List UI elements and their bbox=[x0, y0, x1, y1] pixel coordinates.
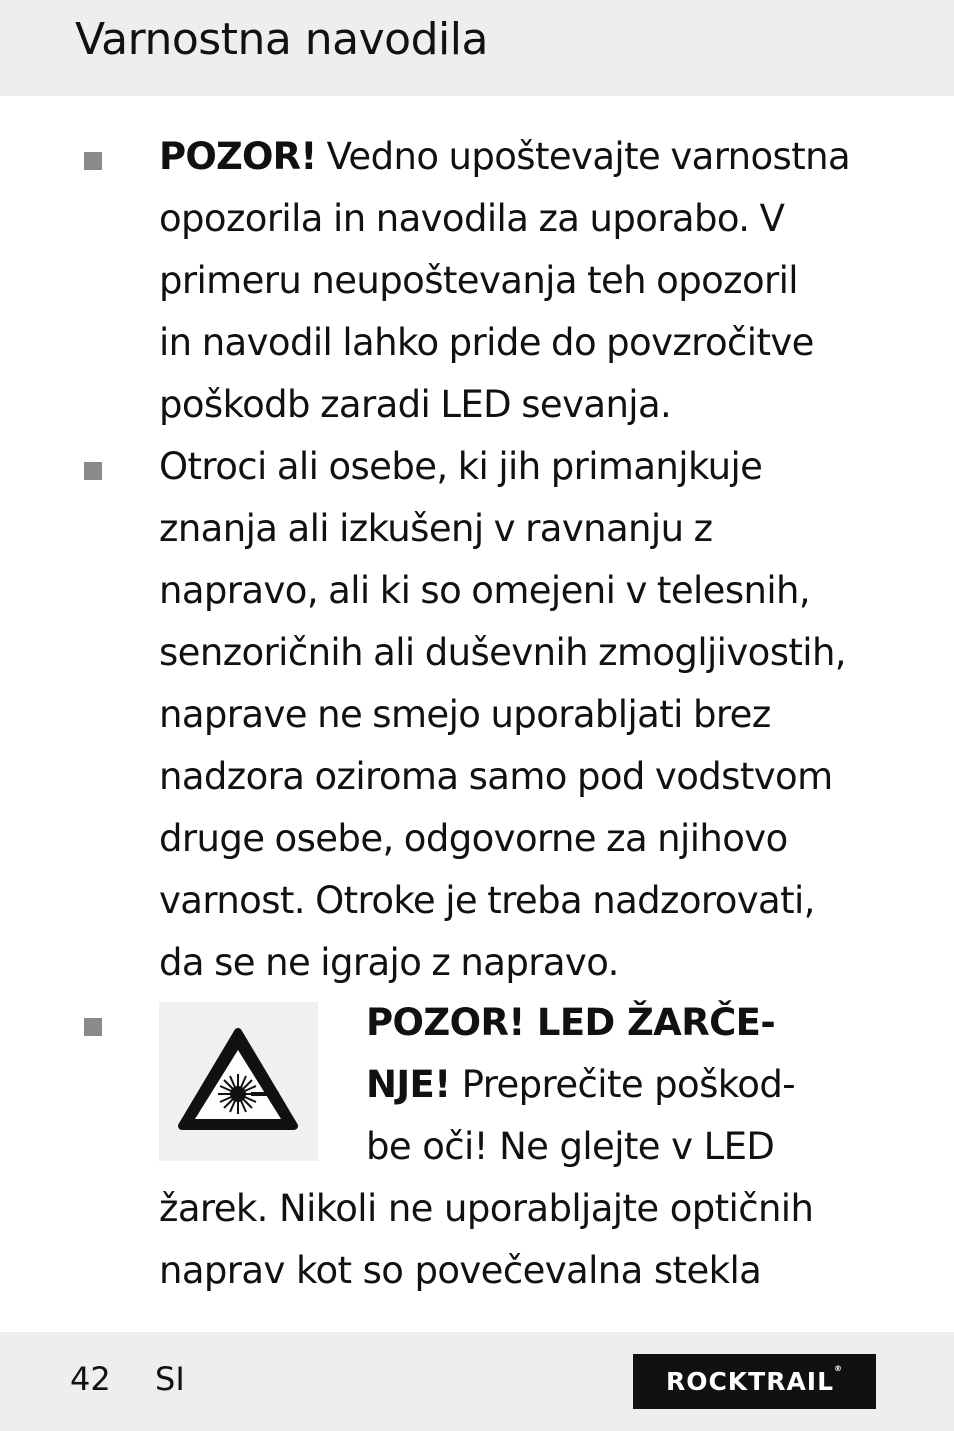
page-content bbox=[0, 96, 954, 1332]
text-line: naprav kot so povečevalna stekla bbox=[159, 1249, 762, 1292]
text-line: žarek. Nikoli ne uporabljajte optičnih bbox=[159, 1187, 814, 1230]
bullet-square-icon bbox=[84, 1018, 102, 1036]
text-line: primeru neupoštevanja teh opozoril bbox=[159, 259, 798, 302]
text-line: varnost. Otroke je treba nadzorovati, bbox=[159, 879, 815, 922]
text-line: POZOR! LED ŽARČE- bbox=[366, 1001, 776, 1044]
text-line: Otroci ali osebe, ki jih primanjkuje bbox=[159, 445, 763, 488]
text-line: da se ne igrajo z napravo. bbox=[159, 941, 619, 984]
registered-mark: ® bbox=[834, 1364, 844, 1373]
page-header bbox=[0, 0, 954, 96]
text-line: POZOR! Vedno upoštevajte varnostna bbox=[159, 135, 851, 178]
brand-name: ROCKTRAIL bbox=[665, 1367, 835, 1396]
brand-logo bbox=[633, 1354, 876, 1409]
text-line: senzoričnih ali duševnih zmogljivostih, bbox=[159, 631, 846, 674]
children-safety-paragraph bbox=[159, 436, 889, 994]
text-line: in navodil lahko pride do povzročitve bbox=[159, 321, 814, 364]
page-footer bbox=[0, 1332, 954, 1431]
bullet-square-icon bbox=[84, 462, 102, 480]
laser-warning-icon bbox=[159, 1002, 318, 1161]
text-line: poškodb zaradi LED sevanja. bbox=[159, 383, 672, 426]
text-line: naprave ne smejo uporabljati brez bbox=[159, 693, 771, 736]
led-warning-heading bbox=[366, 992, 886, 1178]
language-code: SI bbox=[155, 1360, 185, 1398]
page-number: 42 bbox=[70, 1360, 111, 1398]
text-line: opozorila in navodila za uporabo. V bbox=[159, 197, 785, 240]
text-line: napravo, ali ki so omejeni v telesnih, bbox=[159, 569, 811, 612]
bullet-square-icon bbox=[84, 152, 102, 170]
text-line: be oči! Ne glejte v LED bbox=[366, 1125, 775, 1168]
text-line: NJE! Preprečite poškod- bbox=[366, 1063, 795, 1106]
text-line: znanja ali izkušenj v ravnanju z bbox=[159, 507, 713, 550]
text-line: nadzora oziroma samo pod vodstvom bbox=[159, 755, 833, 798]
warning-label: POZOR! bbox=[159, 135, 317, 178]
led-warning-paragraph bbox=[159, 1178, 889, 1302]
text-line: druge osebe, odgovorne za njihovo bbox=[159, 817, 788, 860]
section-title: Varnostna navodila bbox=[75, 14, 488, 65]
warning-paragraph-1 bbox=[159, 126, 889, 436]
